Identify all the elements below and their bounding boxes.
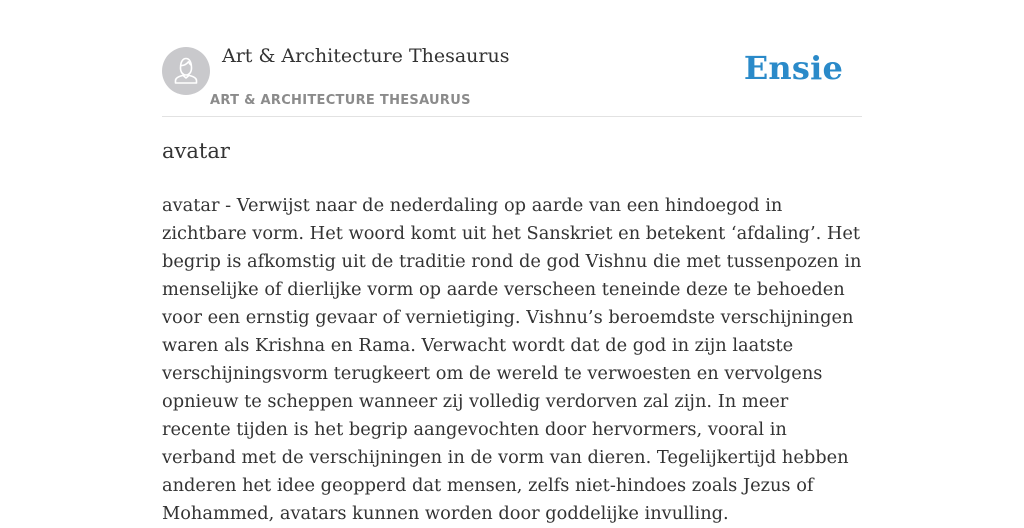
ensie-logo[interactable]: Ensie — [743, 49, 843, 87]
avatar[interactable] — [162, 47, 210, 95]
header — [162, 0, 862, 117]
page-title: avatar — [162, 139, 230, 163]
user-avatar-icon — [162, 47, 210, 95]
author-name[interactable]: Art & Architecture Thesaurus — [222, 45, 510, 67]
definition-text: avatar - Verwijst naar de nederdaling op aarde van een hindoegod in zichtbare vorm. Het woord komt uit het Sanskriet en betekent ‘afdaling’. Het begrip is afkomstig uit de traditie rond de god Vishnu die met tussenpozen in menselijke of dierlijke vorm op aarde verscheen teneinde deze te behoeden voor een ernstig gevaar of vernietiging. Vishnu’s beroemdste verschijningen waren als Krishna en Rama. Verwacht wordt dat de god in zijn laatste verschijningsvorm terugkeert om de wereld te verwoesten en vervolgens opnieuw te scheppen wanneer zij volledig verdorven zal zijn. In meer recente tijden is het begrip aangevochten door hervormers, vooral in verband met de verschijningen in de vorm van dieren. Tegelijkertijd hebben anderen het idee geopperd dat mensen, zelfs niet-hindoes zoals Jezus of Mohammed, avatars kunnen worden door goddelijke invulling. — [162, 195, 862, 524]
source-label[interactable]: ART & ARCHITECTURE THESAURUS — [210, 93, 471, 108]
